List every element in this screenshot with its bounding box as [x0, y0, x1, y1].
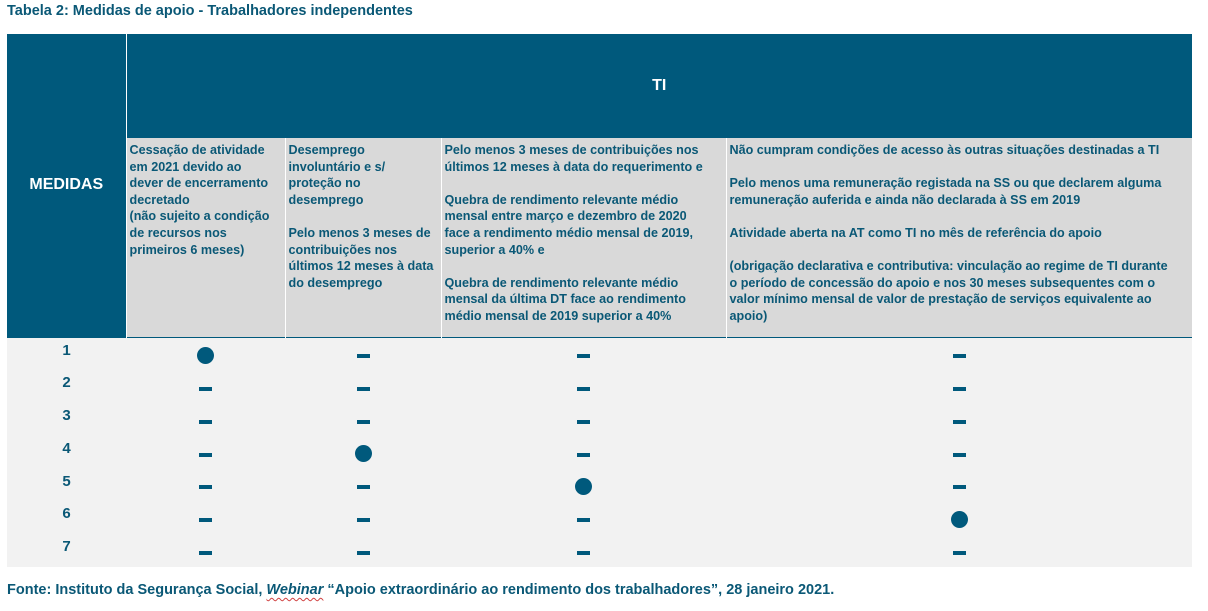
- measure-number-cell: [7, 435, 126, 468]
- measure-number-cell: [7, 468, 126, 501]
- filled-circle-icon: [951, 511, 968, 528]
- measure-number-cell: [7, 501, 126, 534]
- measure-mark-cell: [126, 435, 285, 468]
- measure-mark-cell: [285, 403, 441, 436]
- measure-mark-cell: [126, 403, 285, 436]
- header-medidas: MEDIDAS: [7, 34, 126, 337]
- measure-number: 7: [62, 538, 71, 556]
- measure-mark-cell: [726, 403, 1192, 436]
- measure-mark-cell: [726, 370, 1192, 403]
- measure-mark-cell: [726, 435, 1192, 468]
- measure-mark-cell: [726, 337, 1192, 370]
- condition-text: Pelo menos 3 meses de contribuições nos últimos 12 meses à data do desemprego: [288, 225, 434, 290]
- table-row: [7, 468, 1192, 501]
- condition-text: (obrigação declarativa e contributiva: vinculação ao regime de TI durante o período de concessão do apoio e nos 30 meses subsequentes com o valor mínimo mensal de valor de prestação de serviços equivalente ao apoio): [729, 259, 1168, 323]
- dash-icon: [199, 420, 212, 424]
- dash-icon: [199, 453, 212, 457]
- measure-mark-cell: [726, 501, 1192, 534]
- header-ti: TI: [126, 34, 1192, 138]
- conditions-row: [7, 138, 1192, 337]
- dash-icon: [953, 485, 966, 489]
- measure-mark-cell: [285, 534, 441, 567]
- dash-icon: [357, 518, 370, 522]
- measure-mark-cell: [726, 534, 1192, 567]
- measure-mark-cell: [441, 501, 726, 534]
- measure-number: 2: [62, 374, 71, 392]
- measure-mark-cell: [441, 435, 726, 468]
- measure-mark-cell: [126, 501, 285, 534]
- condition-text: Atividade aberta na AT como TI no mês de referência do apoio: [729, 225, 1102, 240]
- table-row: [7, 534, 1192, 567]
- measures-table: [7, 34, 1192, 567]
- measure-mark-cell: [126, 370, 285, 403]
- condition-text: Pelo menos 3 meses de contribuições nos últimos 12 meses à data do requerimento e: [444, 143, 703, 174]
- measures-body: [7, 337, 1192, 567]
- measure-number: 1: [62, 341, 71, 359]
- dash-icon: [357, 485, 370, 489]
- dash-icon: [199, 518, 212, 522]
- condition-text: Quebra de rendimento relevante médio mensal da última DT face ao rendimento médio mensal de 2019 superior a 40%: [444, 275, 686, 323]
- table-row: [7, 501, 1192, 534]
- condition-cell-2: [285, 138, 441, 337]
- measure-number-cell: [7, 337, 126, 370]
- dash-icon: [199, 387, 212, 391]
- measure-mark-cell: [285, 337, 441, 370]
- dash-icon: [577, 387, 590, 391]
- dash-icon: [577, 518, 590, 522]
- filled-circle-icon: [575, 478, 592, 495]
- dash-icon: [577, 354, 590, 358]
- dash-icon: [357, 551, 370, 555]
- filled-circle-icon: [355, 445, 372, 462]
- dash-icon: [953, 420, 966, 424]
- dash-icon: [577, 453, 590, 457]
- table-caption: Tabela 2: Medidas de apoio - Trabalhadores independentes: [7, 3, 413, 19]
- dash-icon: [357, 354, 370, 358]
- condition-cell-3: [441, 138, 726, 337]
- measure-mark-cell: [285, 468, 441, 501]
- measure-number-cell: [7, 534, 126, 567]
- table-row: [7, 370, 1192, 403]
- condition-text: Pelo menos uma remuneração registada na SS ou que declarem alguma remuneração auferida e ainda não declarada à SS em 2019: [729, 176, 1162, 207]
- measure-mark-cell: [126, 468, 285, 501]
- filled-circle-icon: [197, 347, 214, 364]
- measure-mark-cell: [441, 534, 726, 567]
- measure-mark-cell: [126, 534, 285, 567]
- measure-number-cell: [7, 403, 126, 436]
- condition-cell-4: [726, 138, 1192, 337]
- measure-number: 5: [62, 472, 71, 490]
- dash-icon: [357, 420, 370, 424]
- measure-mark-cell: [441, 370, 726, 403]
- source-prefix: Fonte: Instituto da Segurança Social,: [7, 582, 267, 598]
- dash-icon: [953, 551, 966, 555]
- measure-mark-cell: [726, 468, 1192, 501]
- measure-number: 3: [62, 406, 71, 424]
- dash-icon: [953, 387, 966, 391]
- dash-icon: [577, 551, 590, 555]
- table-row: [7, 337, 1192, 370]
- measure-mark-cell: [441, 468, 726, 501]
- measure-mark-cell: [285, 501, 441, 534]
- measure-number: 4: [62, 439, 71, 457]
- source-note: [7, 582, 834, 598]
- condition-text: Cessação de atividade em 2021 devido ao dever de encerramento decretado (não sujeito a condição de recursos nos primeiros 6 meses): [129, 143, 270, 257]
- dash-icon: [953, 453, 966, 457]
- table-row: [7, 435, 1192, 468]
- measure-mark-cell: [441, 337, 726, 370]
- condition-text: Desemprego involuntário e s/ proteção no desemprego: [288, 143, 386, 207]
- dash-icon: [577, 420, 590, 424]
- table-row: [7, 403, 1192, 436]
- condition-text: Não cumpram condições de acesso às outras situações destinadas a TI: [729, 143, 1160, 157]
- measure-number-cell: [7, 370, 126, 403]
- condition-text: Quebra de rendimento relevante médio mensal entre março e dezembro de 2020 face a rendimento médio mensal de 2019, superior a 40% e: [444, 192, 693, 257]
- dash-icon: [199, 485, 212, 489]
- dash-icon: [199, 551, 212, 555]
- condition-cell-1: [126, 138, 285, 337]
- dash-icon: [357, 387, 370, 391]
- source-webinar: Webinar: [266, 582, 324, 598]
- measure-mark-cell: [126, 337, 285, 370]
- measure-mark-cell: [441, 403, 726, 436]
- measure-mark-cell: [285, 435, 441, 468]
- measure-mark-cell: [285, 370, 441, 403]
- dash-icon: [953, 354, 966, 358]
- measure-number: 6: [62, 505, 71, 523]
- source-suffix: “Apoio extraordinário ao rendimento dos trabalhadores”, 28 janeiro 2021.: [323, 582, 835, 598]
